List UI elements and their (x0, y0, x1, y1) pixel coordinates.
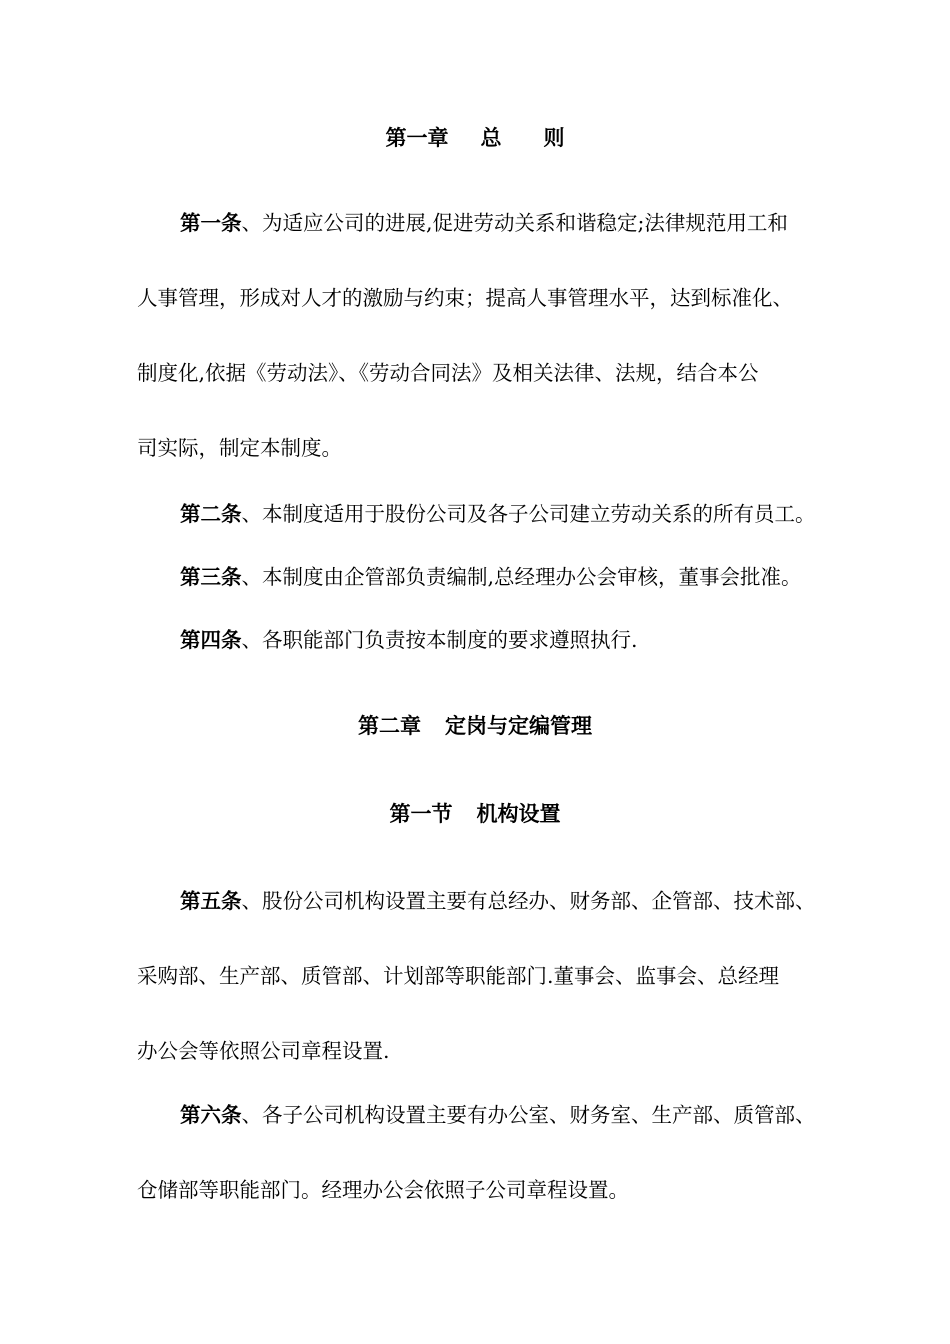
article-5 (137, 864, 877, 1089)
chapter-1-title-a: 总 (480, 126, 502, 150)
article-1-label: 第一条 (180, 211, 242, 235)
chapter-2-number: 第二章 (358, 714, 421, 738)
article-5-label: 第五条 (180, 889, 242, 913)
article-4 (137, 610, 877, 670)
section-1-number: 第一节 (389, 802, 453, 826)
article-2-text: 、本制度适用于股份公司及各子公司建立劳动关系的所有员工。 (241, 502, 816, 526)
article-3 (137, 547, 877, 607)
article-5-line-3: 办公会等依照公司章程设置. (137, 1039, 390, 1063)
article-6-text-1: 、各子公司机构设置主要有办公室、财务室、生产部、质管部、 (241, 1103, 816, 1127)
section-1-title: 机构设置 (476, 802, 561, 826)
chapter-1-number: 第一章 (385, 126, 449, 150)
article-2 (137, 484, 877, 544)
article-1-line-2: 人事管理，形成对人才的激励与约束；提高人事管理水平，达到标准化、 (137, 286, 793, 310)
article-5-text-1: 、股份公司机构设置主要有总经办、财务部、企管部、技术部、 (241, 889, 816, 913)
article-6-line-2: 仓储部等职能部门。经理办公会依照子公司章程设置。 (137, 1178, 629, 1202)
chapter-1-heading (0, 123, 950, 153)
article-3-label: 第三条 (180, 565, 242, 589)
article-3-text: 、本制度由企管部负责编制,总经理办公会审核，董事会批准。 (241, 565, 802, 589)
article-1-text-1: 、为适应公司的进展,促进劳动关系和谐稳定;法律规范用工和 (241, 211, 788, 235)
article-1-line-3: 制度化,依据《劳动法》、《劳动合同法》及相关法律、法规，结合本公 (137, 361, 759, 385)
article-4-text: 、各职能部门负责按本制度的要求遵照执行. (241, 628, 638, 652)
chapter-1-title-b: 则 (543, 126, 565, 150)
article-4-label: 第四条 (180, 628, 242, 652)
article-1-line-4: 司实际，制定本制度。 (137, 436, 342, 460)
article-6 (137, 1078, 877, 1228)
section-1-heading (0, 799, 950, 829)
article-6-label: 第六条 (180, 1103, 242, 1127)
article-5-line-2: 采购部、生产部、质管部、计划部等职能部门.董事会、监事会、总经理 (137, 964, 780, 988)
chapter-2-heading (0, 711, 950, 741)
article-2-label: 第二条 (180, 502, 242, 526)
chapter-2-title: 定岗与定编管理 (445, 714, 592, 738)
article-1 (137, 186, 877, 486)
article-1-line-1 (137, 186, 877, 261)
